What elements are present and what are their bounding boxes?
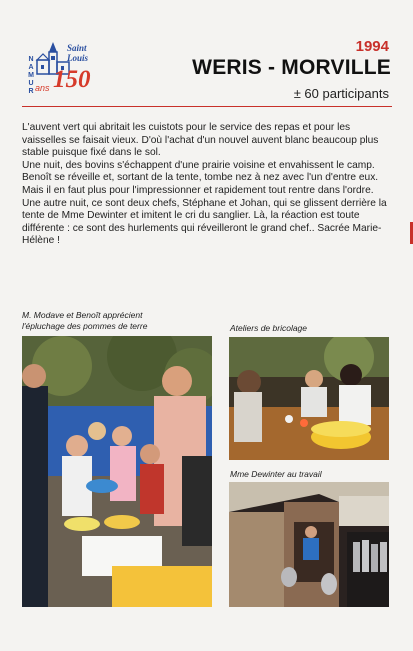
logo-line-louis: Louis	[67, 53, 89, 63]
photo-caption-crafts: Ateliers de bricolage	[230, 323, 308, 333]
body-text	[22, 122, 394, 248]
photo-potato-peeling	[22, 336, 212, 607]
logo-ans: ans	[35, 83, 50, 93]
logo-line-saint: Saint	[67, 43, 87, 53]
logo-number: 150	[53, 66, 91, 93]
paragraph: Une nuit, des bovins s'échappent d'une prairie voisine et envahissent le camp. Benoît se réveille et, sortant de la tente, tombe nez à nez avec l'un d'entre eux. Mais il en faut plus pour l'impressionner et rapidement tout rentre dans l'ordre.	[22, 159, 379, 196]
year-heading: 1994	[355, 38, 389, 55]
photo-dewinter-working	[229, 482, 389, 607]
place-title: WERIS - MORVILLE	[192, 56, 391, 79]
saint-louis-150-logo	[27, 40, 99, 98]
participants-count: ± 60 participants	[293, 86, 389, 101]
paragraph: L'auvent vert qui abritait les cuistots pour le service des repas et pour les vaisselles se faisait vieux. D'où l'achat d'un nouvel auvent blanc beaucoup plus stable puisque fixé dans le sol.	[22, 122, 379, 159]
paragraph: Une autre nuit, ce sont deux chefs, Stéphane et Johan, qui se glissent derrière la tente de Mme Dewinter et imitent le cri du sanglier. Là, la réaction est toute différente : ce sont des hurlements qui réveilleront le grand chef.. Sacrée Marie-Hélène !	[22, 197, 387, 247]
header-divider	[22, 106, 392, 107]
photo-caption-dewinter: Mme Dewinter au travail	[230, 469, 322, 479]
caption-line: l'épluchage des pommes de terre	[22, 321, 148, 331]
caption-line: M. Modave et Benoît apprécient	[22, 310, 143, 320]
photo-caption-potatoes	[22, 310, 147, 332]
photo-crafts-workshop	[229, 337, 389, 460]
logo-side-text: NAMUR	[28, 56, 34, 95]
logo-text	[67, 43, 88, 63]
